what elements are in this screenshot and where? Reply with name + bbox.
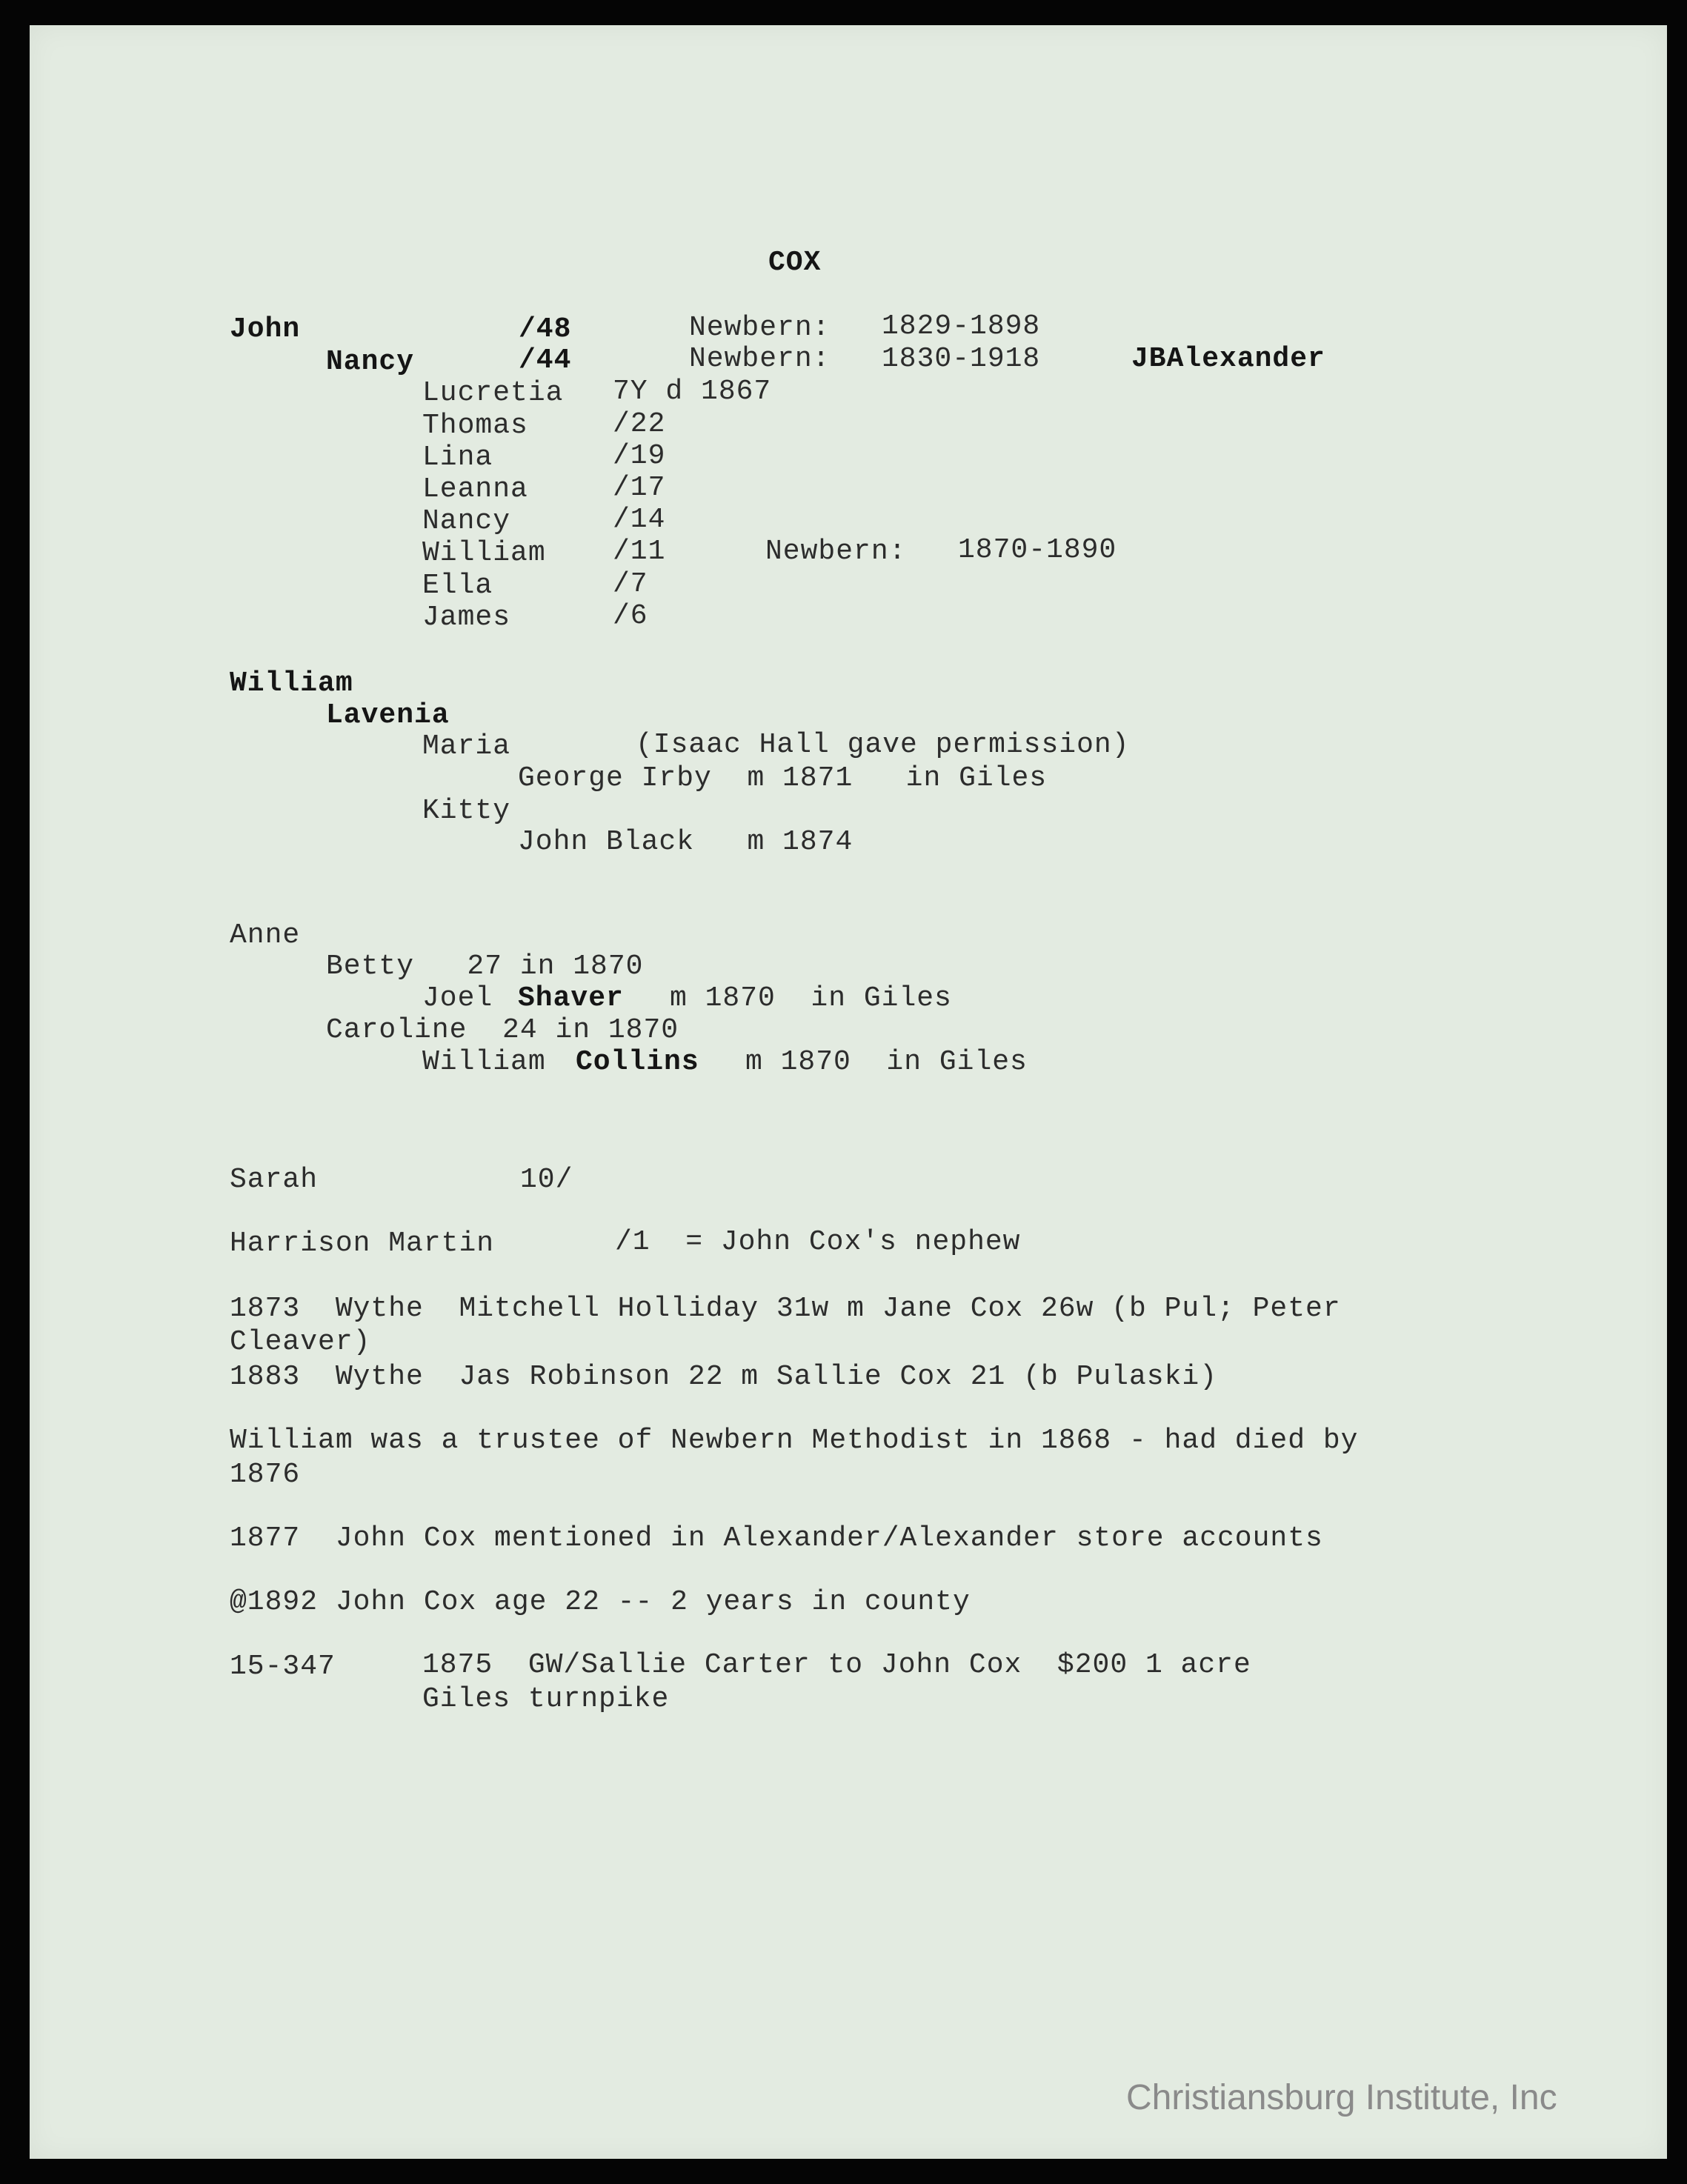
- family3-head: Anne: [230, 919, 301, 951]
- sarah-value: 10/: [520, 1164, 573, 1196]
- family1-spouse-place: Newbern:: [689, 343, 831, 375]
- document-page: [30, 25, 1667, 2159]
- deed-ref: 15-347: [230, 1651, 336, 1682]
- family3-child1-spouse-last: Shaver: [518, 982, 624, 1014]
- family1-note: JBAlexander: [1131, 343, 1325, 375]
- child-name: Leanna: [422, 473, 528, 505]
- watermark: Christiansburg Institute, Inc: [1126, 2078, 1557, 2117]
- family2-child1-marriage: George Irby m 1871 in Giles: [518, 762, 1048, 794]
- note-line: Cleaver): [230, 1326, 371, 1358]
- family1-head-age: /48: [519, 313, 572, 345]
- family1-head-place: Newbern:: [689, 312, 831, 344]
- family2-child1-note: (Isaac Hall gave permission): [636, 729, 1130, 761]
- note-line: @1892 John Cox age 22 -- 2 years in county: [230, 1586, 971, 1618]
- child-info: /19: [613, 440, 666, 472]
- harrison-name: Harrison Martin: [230, 1228, 495, 1259]
- note-line: 1876: [230, 1459, 301, 1491]
- child-info: /17: [613, 472, 666, 504]
- child-name: Thomas: [422, 410, 528, 442]
- family1-spouse: Nancy: [326, 346, 415, 378]
- family3-child1-spouse-first: Joel: [422, 982, 493, 1014]
- family3-child2: Caroline 24 in 1870: [326, 1014, 679, 1046]
- family1-spouse-years: 1830-1918: [882, 343, 1041, 375]
- child-info: /7: [613, 568, 648, 600]
- note-line: William was a trustee of Newbern Methodist in 1868 - had died by: [230, 1425, 1359, 1456]
- family2-child2-marriage: John Black m 1874: [518, 826, 854, 858]
- family2-head: William: [230, 667, 353, 699]
- family1-spouse-age: /44: [519, 344, 572, 376]
- child-info: /11: [613, 536, 666, 567]
- family3-child2-spouse-last: Collins: [576, 1046, 699, 1078]
- child-name: Nancy: [422, 505, 511, 537]
- family1-head: John: [230, 313, 301, 345]
- page-title: COX: [768, 247, 822, 279]
- family3-child1: Betty 27 in 1870: [326, 950, 644, 982]
- family2-spouse: Lavenia: [326, 699, 450, 731]
- child-name: James: [422, 602, 511, 633]
- note-line: 1883 Wythe Jas Robinson 22 m Sallie Cox 21 (b Pulaski): [230, 1361, 1218, 1393]
- deed-line2: Giles turnpike: [422, 1683, 670, 1715]
- child-name: Lucretia: [422, 377, 564, 409]
- sarah-name: Sarah: [230, 1164, 319, 1196]
- child-name: Lina: [422, 442, 493, 473]
- child-info: 7Y d 1867: [613, 376, 772, 407]
- child-years: 1870-1890: [958, 534, 1117, 566]
- deed-line1: 1875 GW/Sallie Carter to John Cox $200 1 acre: [422, 1649, 1251, 1681]
- family2-child1: Maria: [422, 730, 511, 762]
- child-name: Ella: [422, 570, 493, 602]
- family3-child1-marriage: m 1870 in Giles: [670, 982, 952, 1014]
- harrison-value: /1 = John Cox's nephew: [615, 1226, 1021, 1258]
- child-name: William: [422, 537, 546, 569]
- child-info: /6: [613, 600, 648, 632]
- family3-child2-spouse-first: William: [422, 1046, 546, 1078]
- family1-head-years: 1829-1898: [882, 310, 1041, 342]
- family3-child2-marriage: m 1870 in Giles: [745, 1046, 1028, 1078]
- family2-child2: Kitty: [422, 795, 511, 827]
- child-info: /22: [613, 408, 666, 440]
- child-place: Newbern:: [765, 536, 907, 567]
- child-info: /14: [613, 504, 666, 536]
- note-line: 1873 Wythe Mitchell Holliday 31w m Jane Cox 26w (b Pul; Peter: [230, 1293, 1341, 1325]
- note-line: 1877 John Cox mentioned in Alexander/Alexander store accounts: [230, 1522, 1323, 1554]
